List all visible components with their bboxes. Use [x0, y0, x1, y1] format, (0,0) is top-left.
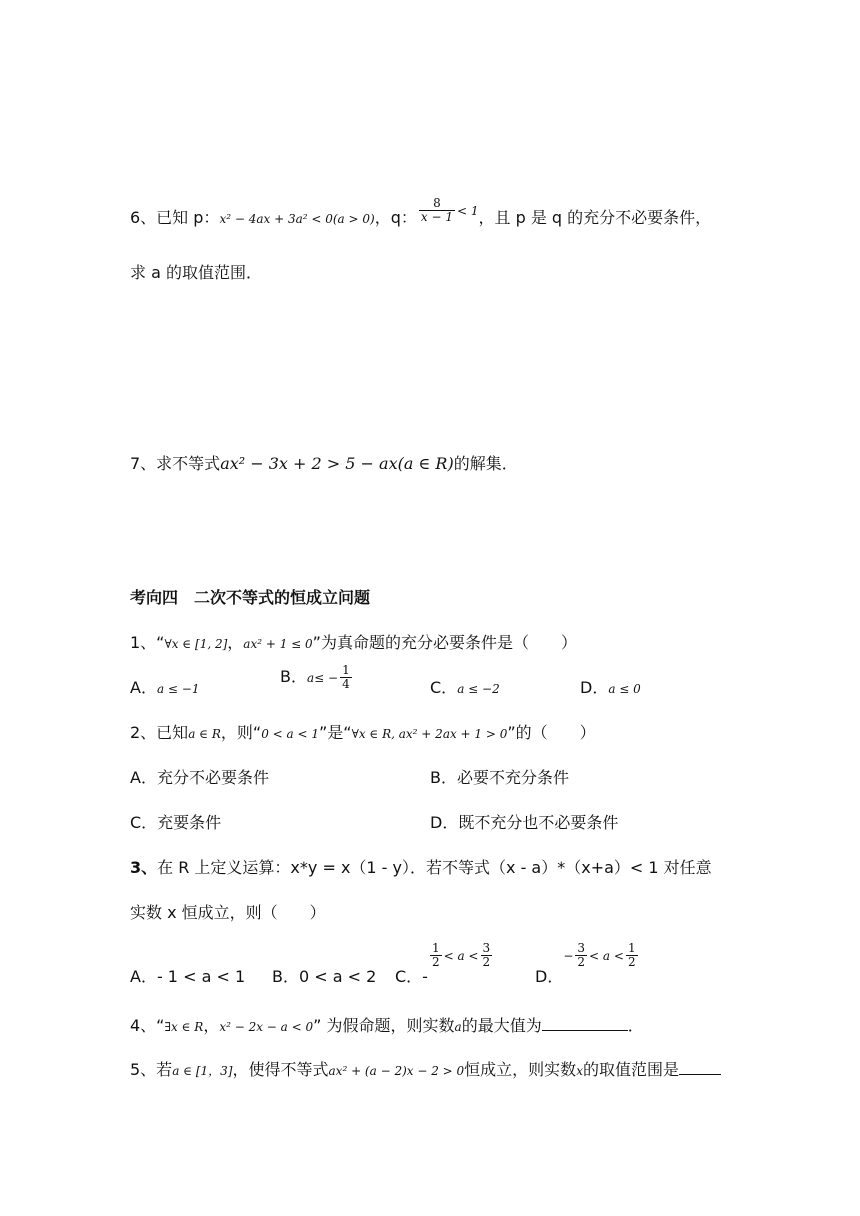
- p1-option-c[interactable]: C．a ≤ −2: [430, 678, 500, 697]
- p5-answer-blank[interactable]: [679, 1074, 721, 1075]
- p1-condition: ∀x ∈ [1, 2]: [164, 637, 228, 651]
- p1-expression: ax² + 1 ≤ 0: [243, 637, 313, 651]
- p2-condition: a ∈ R: [188, 727, 221, 741]
- problem-2: 2、已知a ∈ R，则“0 < a < 1”是“∀x ∈ R, ax² + 2ax + 1 > 0”的（ ）: [130, 723, 596, 742]
- p3-option-c[interactable]: C．- $\frac{1}{2}$ < a < $\frac{3}{2}$: [395, 941, 491, 986]
- q6-q-relation: < 1: [456, 204, 479, 218]
- p3-option-b[interactable]: B．0 < a < 2: [272, 967, 377, 986]
- p3-option-d[interactable]: D．− $\frac{3}{2}$ < a < $\frac{1}{2}$: [535, 941, 636, 986]
- problem-5: 5、若a ∈ [1，3]，使得不等式ax² + (a − 2)x − 2 > 0恒成立，则实数x的取值范围是: [130, 1057, 721, 1080]
- p1-option-a[interactable]: A．a ≤ −1: [130, 678, 200, 697]
- p2-expression-1: 0 < a < 1: [261, 727, 319, 741]
- problem-3-line-1: 3、在 R 上定义运算：x*y = x（1 - y）．若不等式（x - a）*（x+a）< 1 对任意: [130, 858, 712, 877]
- q6-suffix: ，且 p 是 q 的充分不必要条件，: [478, 208, 712, 227]
- q7-prefix: 7、求不等式: [130, 454, 221, 473]
- section-heading: 考向四 二次不等式的恒成立问题: [130, 588, 371, 607]
- p4-expression: x² − 2x − a < 0: [219, 1020, 314, 1034]
- p4-condition: ∃x ∈ R: [164, 1020, 204, 1034]
- p1-option-b[interactable]: B．a≤ − $\frac{1}{4}$: [280, 663, 350, 691]
- p2-expression-2: ∀x ∈ R, ax² + 2ax + 1 > 0: [351, 727, 508, 741]
- q6-q-fraction: $\frac{8}{x - 1}$: [420, 196, 453, 224]
- q6-prefix: 6、已知 p：: [130, 208, 220, 227]
- q7-expression: ax² − 3x + 2 > 5 − ax(a ∈ R): [220, 454, 454, 473]
- q7-suffix: 的解集．: [453, 454, 518, 473]
- p2-option-c[interactable]: C．充要条件: [130, 813, 222, 832]
- p1-option-b-fraction: $\frac{1}{4}$: [342, 663, 350, 691]
- question-6-line-2: 求 a 的取值范围．: [130, 263, 262, 282]
- p2-option-b[interactable]: B．必要不充分条件: [430, 768, 569, 787]
- question-6-line-1: [130, 196, 712, 232]
- problem-3-line-2: 实数 x 恒成立，则（ ）: [130, 903, 326, 922]
- p1-option-d[interactable]: D．a ≤ 0: [580, 678, 641, 697]
- p5-condition: a ∈ [1，3]: [172, 1064, 233, 1078]
- p2-option-d[interactable]: D．既不充分也不必要条件: [430, 813, 619, 832]
- p5-expression: ax² + (a − 2)x − 2 > 0: [328, 1064, 465, 1078]
- q6-separator: ，q：: [374, 208, 417, 227]
- p3-option-a[interactable]: A．- 1 < a < 1: [130, 967, 246, 986]
- question-7: [130, 451, 518, 474]
- problem-4: 4、“∃x ∈ R，x² − 2x − a < 0” 为假命题，则实数a的最大值为 ．: [130, 1016, 644, 1035]
- p3-number: 3、: [130, 858, 158, 877]
- p4-answer-blank[interactable]: [542, 1030, 628, 1031]
- q6-p-expression: x² − 4ax + 3a² < 0(a > 0): [219, 212, 375, 226]
- p2-option-a[interactable]: A．充分不必要条件: [130, 768, 269, 787]
- problem-1: 1、“∀x ∈ [1, 2]，ax² + 1 ≤ 0”为真命题的充分必要条件是（ ）: [130, 633, 577, 652]
